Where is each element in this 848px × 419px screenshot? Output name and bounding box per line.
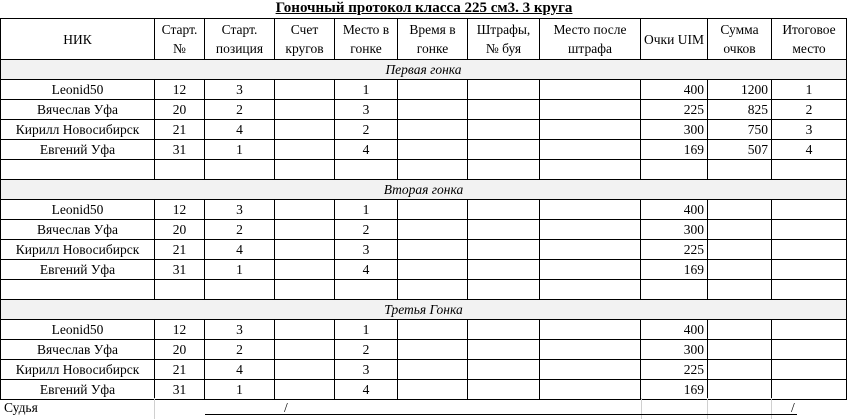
start-position-cell: 4 [205,240,275,260]
final-place-cell [772,360,847,380]
spacer-cell [1,280,155,300]
lap-count-cell [275,140,335,160]
penalties-cell [468,100,540,120]
nick-cell: Leonid50 [1,200,155,220]
start-position-cell: 4 [205,360,275,380]
start-position-cell: 1 [205,380,275,400]
spacer-cell [1,160,155,180]
spacer-row [1,160,847,180]
race-protocol-table [0,18,847,400]
header-points-sum: Сумма очков [708,19,772,60]
start-position-cell: 3 [205,80,275,100]
nick-cell: Кирилл Новосибирск [1,120,155,140]
final-place-cell: 4 [772,140,847,160]
header-start-number: Старт. № [155,19,205,60]
penalties-cell [468,320,540,340]
table-row [1,140,847,160]
place-after-penalty-cell [540,220,641,240]
race-time-cell [398,260,468,280]
points-sum-cell: 507 [708,140,772,160]
lap-count-cell [275,380,335,400]
header-lap-count: Счет кругов [275,19,335,60]
final-place-cell [772,320,847,340]
nick-cell: Кирилл Новосибирск [1,240,155,260]
start-position-cell: 2 [205,220,275,240]
spacer-cell [155,280,205,300]
nick-cell: Вячеслав Уфа [1,340,155,360]
spacer-cell [275,160,335,180]
spacer-cell [335,160,398,180]
race-time-cell [398,320,468,340]
lap-count-cell [275,340,335,360]
spacer-cell [772,280,847,300]
lap-count-cell [275,360,335,380]
race-place-cell: 3 [335,240,398,260]
table-row [1,120,847,140]
race-section-title: Третья Гонка [1,300,847,320]
race-place-cell: 4 [335,140,398,160]
spacer-cell [205,160,275,180]
start-number-cell: 20 [155,100,205,120]
race-place-cell: 4 [335,380,398,400]
uim-points-cell: 300 [641,220,708,240]
spacer-cell [398,160,468,180]
uim-points-cell: 300 [641,340,708,360]
uim-points-cell: 169 [641,140,708,160]
spacer-cell [468,160,540,180]
penalties-cell [468,240,540,260]
spacer-cell [335,280,398,300]
protocol-title-text: Гоночный протокол класса 225 см3. 3 круга [275,0,573,16]
judge-slash-left: / [284,400,288,415]
final-place-cell [772,200,847,220]
penalties-cell [468,200,540,220]
header-penalties: Штрафы, № буя [468,19,540,60]
points-sum-cell: 750 [708,120,772,140]
race-place-cell: 3 [335,360,398,380]
race-time-cell [398,80,468,100]
nick-cell: Евгений Уфа [1,140,155,160]
penalties-cell [468,340,540,360]
spacer-cell [275,280,335,300]
judge-slash-right: / [791,400,795,415]
table-row [1,380,847,400]
penalties-cell [468,120,540,140]
race-time-cell [398,100,468,120]
race-time-cell [398,120,468,140]
uim-points-cell: 225 [641,360,708,380]
lap-count-cell [275,320,335,340]
table-row [1,320,847,340]
spacer-cell [398,280,468,300]
race-section-row [1,180,847,200]
race-place-cell: 3 [335,100,398,120]
spacer-cell [540,280,641,300]
points-sum-cell [708,220,772,240]
judge-label: Судья [4,400,38,415]
points-sum-cell: 1200 [708,80,772,100]
spacer-cell [641,280,708,300]
place-after-penalty-cell [540,140,641,160]
spacer-cell [641,160,708,180]
lap-count-cell [275,120,335,140]
final-place-cell [772,380,847,400]
judge-signature-line [205,398,797,415]
place-after-penalty-cell [540,320,641,340]
final-place-cell: 2 [772,100,847,120]
uim-points-cell: 169 [641,260,708,280]
start-number-cell: 12 [155,80,205,100]
place-after-penalty-cell [540,100,641,120]
race-section-row [1,300,847,320]
final-place-cell: 3 [772,120,847,140]
place-after-penalty-cell [540,120,641,140]
start-number-cell: 21 [155,240,205,260]
start-number-cell: 21 [155,360,205,380]
header-place-after-penalty: Место после штрафа [540,19,641,60]
lap-count-cell [275,260,335,280]
final-place-cell [772,220,847,240]
start-position-cell: 4 [205,120,275,140]
place-after-penalty-cell [540,260,641,280]
place-after-penalty-cell [540,380,641,400]
race-place-cell: 2 [335,340,398,360]
race-time-cell [398,140,468,160]
start-number-cell: 31 [155,260,205,280]
race-time-cell [398,200,468,220]
race-section-title: Первая гонка [1,60,847,80]
race-place-cell: 1 [335,200,398,220]
race-place-cell: 1 [335,320,398,340]
race-place-cell: 2 [335,120,398,140]
penalties-cell [468,80,540,100]
race-place-cell: 1 [335,80,398,100]
points-sum-cell [708,320,772,340]
table-row [1,260,847,280]
points-sum-cell [708,240,772,260]
table-row [1,240,847,260]
start-number-cell: 12 [155,200,205,220]
table-row [1,100,847,120]
uim-points-cell: 169 [641,380,708,400]
place-after-penalty-cell [540,340,641,360]
lap-count-cell [275,240,335,260]
nick-cell: Leonid50 [1,320,155,340]
penalties-cell [468,360,540,380]
place-after-penalty-cell [540,360,641,380]
table-row [1,340,847,360]
start-position-cell: 1 [205,260,275,280]
nick-cell: Евгений Уфа [1,260,155,280]
header-race-time: Время в гонке [398,19,468,60]
start-number-cell: 31 [155,380,205,400]
nick-cell: Кирилл Новосибирск [1,360,155,380]
header-uim-points: Очки UIM [641,19,708,60]
start-number-cell: 20 [155,220,205,240]
place-after-penalty-cell [540,200,641,220]
uim-points-cell: 400 [641,320,708,340]
points-sum-cell: 825 [708,100,772,120]
header-nick: НИК [1,19,155,60]
start-position-cell: 2 [205,340,275,360]
lap-count-cell [275,80,335,100]
lap-count-cell [275,200,335,220]
header-row [1,19,847,60]
spacer-cell [708,280,772,300]
header-start-position: Старт. позиция [205,19,275,60]
race-section-title: Вторая гонка [1,180,847,200]
race-time-cell [398,220,468,240]
start-position-cell: 3 [205,200,275,220]
header-race-place: Место в гонке [335,19,398,60]
nick-cell: Вячеслав Уфа [1,100,155,120]
uim-points-cell: 400 [641,80,708,100]
race-section-row [1,60,847,80]
points-sum-cell [708,200,772,220]
table-row [1,200,847,220]
start-position-cell: 3 [205,320,275,340]
start-number-cell: 12 [155,320,205,340]
points-sum-cell [708,260,772,280]
final-place-cell [772,240,847,260]
penalties-cell [468,220,540,240]
final-place-cell [772,260,847,280]
uim-points-cell: 400 [641,200,708,220]
start-position-cell: 1 [205,140,275,160]
penalties-cell [468,260,540,280]
race-time-cell [398,380,468,400]
uim-points-cell: 225 [641,240,708,260]
start-number-cell: 21 [155,120,205,140]
start-number-cell: 20 [155,340,205,360]
start-position-cell: 2 [205,100,275,120]
points-sum-cell [708,380,772,400]
table-row [1,80,847,100]
race-time-cell [398,340,468,360]
start-number-cell: 31 [155,140,205,160]
penalties-cell [468,140,540,160]
final-place-cell: 1 [772,80,847,100]
points-sum-cell [708,340,772,360]
spacer-row [1,280,847,300]
spacer-cell [468,280,540,300]
place-after-penalty-cell [540,240,641,260]
nick-cell: Leonid50 [1,80,155,100]
uim-points-cell: 225 [641,100,708,120]
header-final-place: Итоговое место [772,19,847,60]
spacer-cell [772,160,847,180]
spacer-cell [205,280,275,300]
uim-points-cell: 300 [641,120,708,140]
points-sum-cell [708,360,772,380]
lap-count-cell [275,220,335,240]
protocol-title [0,0,848,17]
race-body [1,60,847,400]
nick-cell: Вячеслав Уфа [1,220,155,240]
nick-cell: Евгений Уфа [1,380,155,400]
penalties-cell [468,380,540,400]
final-place-cell [772,340,847,360]
lap-count-cell [275,100,335,120]
race-place-cell: 2 [335,220,398,240]
table-row [1,360,847,380]
race-place-cell: 4 [335,260,398,280]
race-time-cell [398,360,468,380]
spacer-cell [155,160,205,180]
spacer-cell [708,160,772,180]
spacer-cell [540,160,641,180]
place-after-penalty-cell [540,80,641,100]
race-time-cell [398,240,468,260]
judge-footer [0,398,848,419]
table-row [1,220,847,240]
